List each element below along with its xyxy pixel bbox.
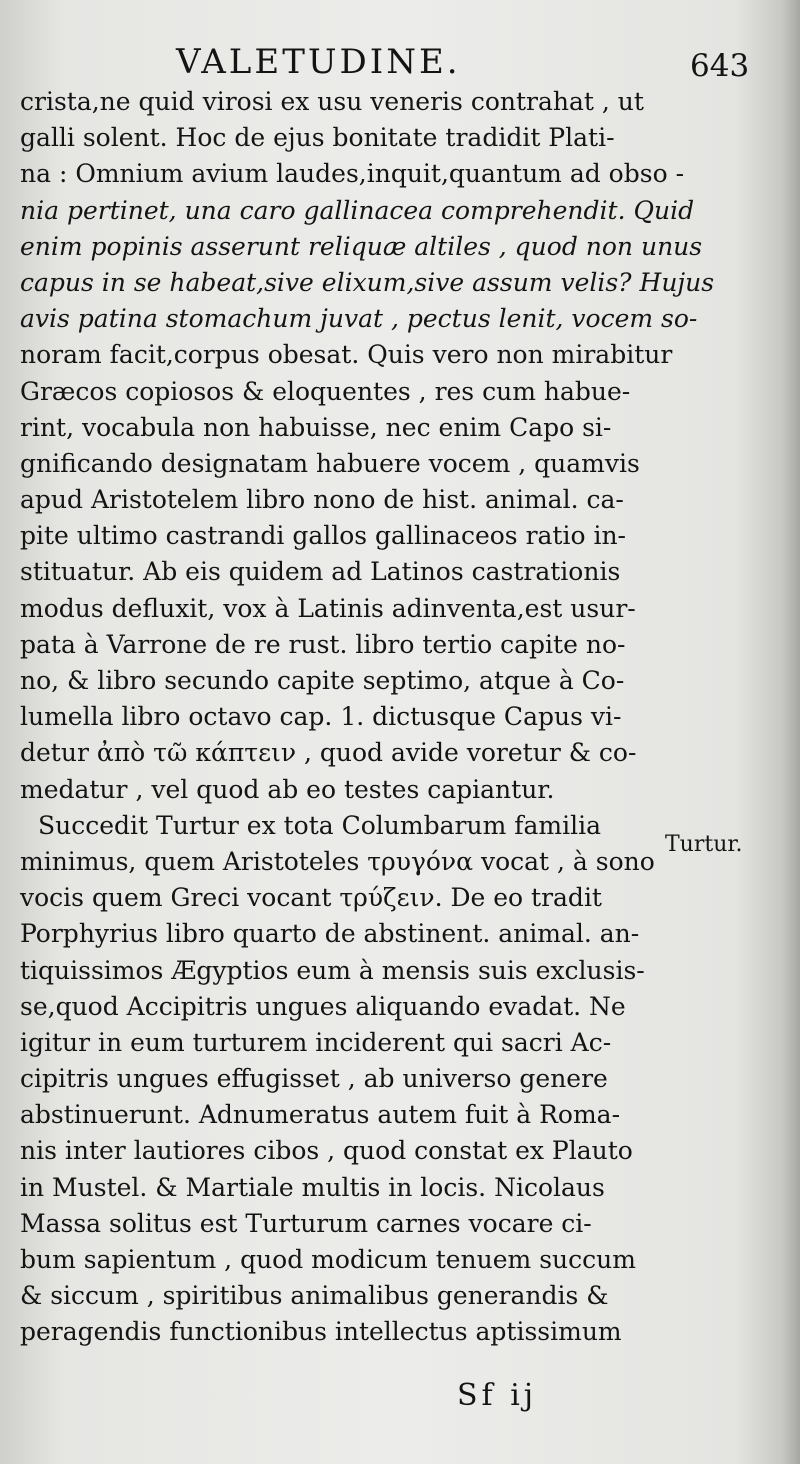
text-line: nia pertinet, una caro gallinacea comprehendit. Quid bbox=[20, 195, 695, 225]
text-line: bum sapientum , quod modicum tenuem succum bbox=[20, 1245, 636, 1274]
text-line: nis inter lautiores cibos , quod constat ex Plauto bbox=[20, 1136, 633, 1166]
text-line: Græcos copiosos & eloquentes , res cum habue- bbox=[20, 376, 631, 406]
text-line: pite ultimo castrandi gallos gallinaceos ratio in- bbox=[20, 521, 627, 551]
text-line: vocis quem Greci vocant τρύζειν. De eo tradit bbox=[20, 883, 602, 913]
text-line: igitur in eum turturem inciderent qui sacri Ac- bbox=[20, 1027, 612, 1057]
text-line: pata à Varrone de re rust. libro tertio capite no- bbox=[20, 629, 626, 659]
text-line: no, & libro secundo capite septimo, atque à Co- bbox=[20, 666, 625, 695]
text-line: lumella libro octavo cap. 1. dictusque Capus vi- bbox=[20, 702, 622, 732]
page-header bbox=[0, 40, 800, 90]
text-line: galli solent. Hoc de ejus bonitate tradidit Plati- bbox=[20, 123, 615, 153]
text-line: avis patina stomachum juvat , pectus lenit, vocem so- bbox=[20, 304, 698, 334]
text-line: noram facit,corpus obesat. Quis vero non mirabitur bbox=[20, 340, 673, 370]
text-line: tiquissimos Ægyptios eum à mensis suis exclusis- bbox=[20, 955, 645, 985]
margin-note: Turtur. bbox=[665, 832, 743, 857]
text-line: peragendis functionibus intellectus aptissimum bbox=[20, 1317, 622, 1347]
page-number: 643 bbox=[690, 48, 750, 84]
text-line: modus defluxit, vox à Latinis adinventa,est usur- bbox=[20, 593, 636, 623]
text-line: abstinuerunt. Adnumeratus autem fuit à Roma- bbox=[20, 1100, 621, 1130]
text-line: in Mustel. & Martiale multis in locis. Nicolaus bbox=[20, 1172, 605, 1202]
text-line: capus in se habeat,sive elixum,sive assum velis? Hujus bbox=[20, 267, 715, 297]
text-line: se,quod Accipitris ungues aliquando evadat. Ne bbox=[20, 991, 626, 1021]
signature-mark: Sf ij bbox=[457, 1378, 538, 1413]
text-line: na : Omnium avium laudes,inquit,quantum ad obso - bbox=[20, 159, 685, 189]
page-edge-shadow bbox=[782, 0, 800, 1464]
text-line: gnificando designatam habuere vocem , quamvis bbox=[20, 448, 640, 478]
text-line: Porphyrius libro quarto de abstinent. animal. an- bbox=[20, 919, 640, 949]
body-text bbox=[20, 84, 715, 1351]
text-line: enim popinis asserunt reliquæ altiles , quod non unus bbox=[20, 231, 703, 261]
text-line: minimus, quem Aristoteles τρυγόνα vocat , à sono bbox=[20, 846, 655, 876]
text-line: crista,ne quid virosi ex usu veneris contrahat , ut bbox=[20, 87, 644, 116]
text-line: rint, vocabula non habuisse, nec enim Capo si- bbox=[20, 412, 612, 442]
text-line: medatur , vel quod ab eo testes capiantur. bbox=[20, 774, 555, 804]
text-line: cipitris ungues effugisset , ab universo genere bbox=[20, 1064, 608, 1094]
text-line: Massa solitus est Turturum carnes vocare ci- bbox=[20, 1208, 592, 1238]
text-line: & siccum , spiritibus animalibus generandis & bbox=[20, 1281, 609, 1311]
text-line: Succedit Turtur ex tota Columbarum familia bbox=[38, 810, 601, 840]
text-line: stituatur. Ab eis quidem ad Latinos castrationis bbox=[20, 557, 621, 587]
running-title: VALETUDINE. bbox=[176, 42, 461, 82]
text-line: apud Aristotelem libro nono de hist. animal. ca- bbox=[20, 485, 624, 515]
text-line: detur ἀπὸ τῶ κάπτειν , quod avide voretur & co- bbox=[20, 738, 637, 768]
